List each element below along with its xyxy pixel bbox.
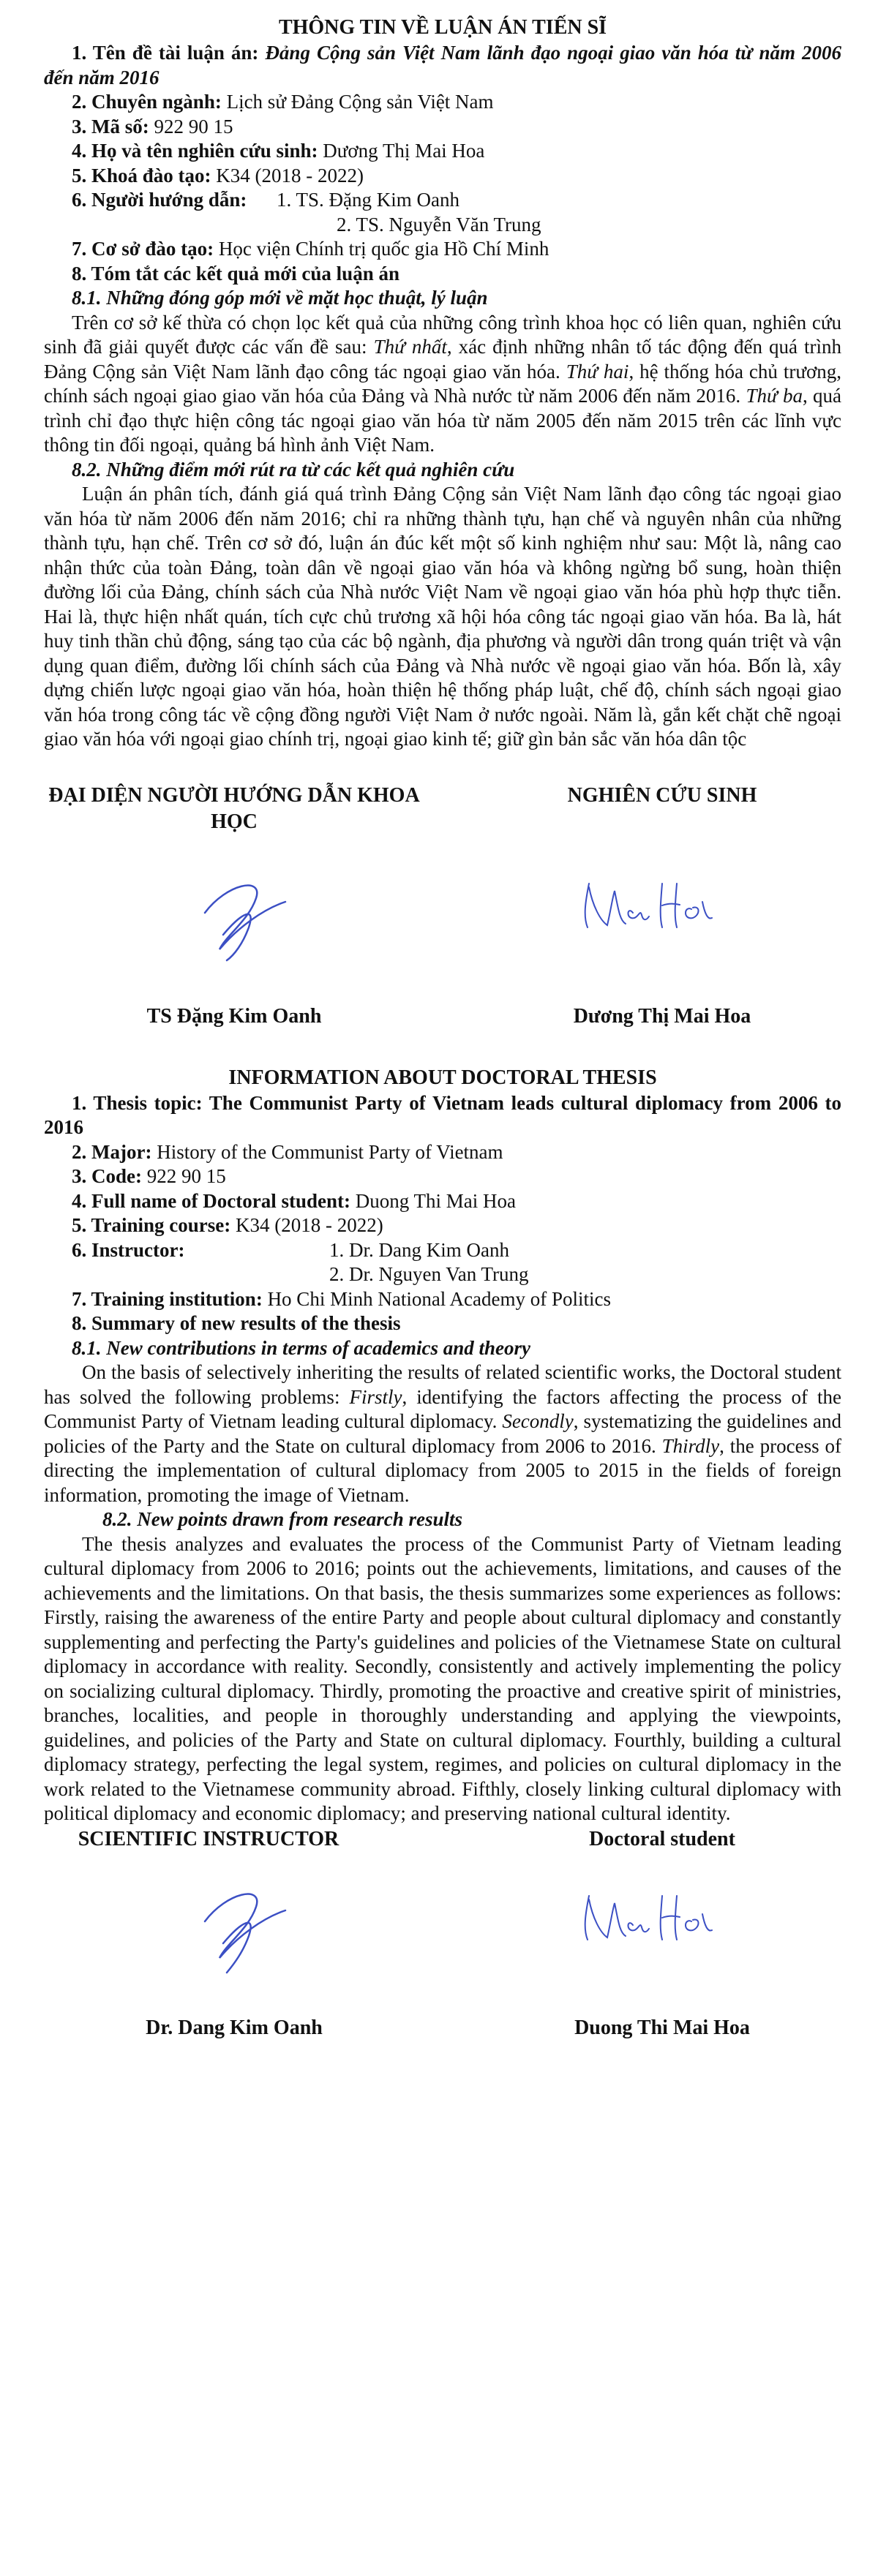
vn-s81-paragraph: [44, 311, 841, 458]
en-student-label: 4. Full name of Doctoral student:: [72, 1189, 350, 1212]
en-institution-label: 7. Training institution:: [72, 1287, 263, 1310]
en-s81-text-4: , the process of directing the implementation of cultural diplomacy from 2005 to 2015 in the fields of foreign information, promoting the image of Vietnam.: [44, 1434, 842, 1506]
vn-left-signature: [198, 869, 293, 964]
en-title: INFORMATION ABOUT DOCTORAL THESIS: [228, 1066, 657, 1089]
vn-sig-left-name: TS Đặng Kim Oanh: [146, 1004, 322, 1028]
en-summary-heading: 8. Summary of new results of the thesis: [72, 1312, 401, 1334]
en-major: [44, 1140, 841, 1165]
en-sig-right-name: Duong Thi Mai Hoa: [574, 2016, 750, 2039]
en-sig-right-title: Doctoral student: [589, 1827, 735, 1850]
vn-student: [44, 139, 841, 164]
vn-s82-paragraph: Luận án phân tích, đánh giá quá trình Đảng Cộng sản Việt Nam lãnh đạo công tác ngoại giao văn hóa từ năm 2006 đến năm 2016; chỉ ra những thành tựu, hạn chế và nguyên nhân của những thành tựu, hạn chế. Trên cơ sở đó, luận án đúc kết một số kinh nghiệm như sau: Một là, nâng cao nhận thức của toàn Đảng, toàn dân về ngoại giao văn hóa và không ngừng bổ sung, hoàn thiện đường lối của Đảng, chính sách của Nhà nước Việt Nam về ngoại giao văn hóa phù hợp thực tiễn. Hai là, thực hiện nhất quán, tích cực chủ trương xã hội hóa công tác ngoại giao văn hóa. Ba là, hát huy tinh thần chủ động, sáng tạo của các bộ ngành, địa phương và người dân trong quán triệt và vận dụng quan điểm, đường lối chính sách của Đảng và Nhà nước về ngoại giao văn hóa. Bốn là, xây dựng chiến lược ngoại giao văn hóa, hoàn thiện hệ thống pháp luật, chế độ, chính sách ngoại giao văn hóa trong công tác về cộng đồng người Việt Nam ở nước ngoài. Năm là, gắn kết chặt chẽ ngoại giao văn hóa với ngoại giao chính trị, ngoại giao kinh tế; giữ gìn bản sắc văn hóa dân tộc: [44, 483, 841, 750]
vn-s81-text-3: , hệ thống hóa chủ trương, chính sách ngoại giao giao văn hóa của Đảng và Nhà nước từ năm 2006 đến năm 2016.: [44, 360, 842, 407]
vn-instructor-row-1: [44, 188, 841, 213]
vn-course-label: 5. Khoá đào tạo:: [72, 164, 211, 187]
en-s82-heading: 8.2. New points drawn from research results: [102, 1508, 463, 1530]
vn-student-value: Dương Thị Mai Hoa: [323, 140, 485, 162]
en-s81-first: Firstly: [349, 1385, 402, 1408]
vn-title: THÔNG TIN VỀ LUẬN ÁN TIẾN SĨ: [278, 16, 607, 39]
vn-major-value: Lịch sử Đảng Cộng sản Việt Nam: [226, 91, 494, 113]
en-sig-left-name: Dr. Dang Kim Oanh: [146, 2016, 323, 2039]
document-page: [44, 15, 841, 2053]
en-course: [44, 1213, 841, 1238]
vn-s81-text-4: , quá trình chỉ đạo thực hiện công tác ngoại giao văn hóa từ năm 2005 đến năm 2015 trên các lĩnh vực thông tin đối ngoại, quảng bá hình ảnh Việt Nam.: [44, 385, 841, 456]
en-s81-text-2: , identifying the factors affecting the process of the Communist Party of Vietnam leading cultural diplomacy.: [44, 1385, 842, 1432]
vn-code-value: 922 90 15: [154, 115, 233, 138]
en-instructor-row-1: [44, 1238, 841, 1263]
en-instructor-2: 2. Dr. Nguyen Van Trung: [329, 1263, 529, 1285]
en-major-label: 2. Major:: [72, 1140, 152, 1163]
en-code-value: 922 90 15: [146, 1165, 226, 1187]
en-course-label: 5. Training course:: [72, 1214, 231, 1236]
vn-sig-left-title: ĐẠI DIỆN NGƯỜI HƯỚNG DẪN KHOA HỌC: [48, 783, 420, 833]
en-left-signature: [198, 1878, 293, 1980]
vn-instructor-1: 1. TS. Đặng Kim Oanh: [277, 189, 459, 211]
en-code-label: 3. Code:: [72, 1165, 142, 1187]
en-s81-third: Thirdly: [661, 1434, 720, 1457]
en-institution-value: Ho Chi Minh National Academy of Politics: [267, 1287, 612, 1310]
vn-s81-second: Thứ hai: [566, 360, 629, 383]
en-s81-paragraph: [44, 1360, 841, 1507]
en-s81-text-3: , systematizing the guidelines and policies of the Party and the State on cultural diplomacy from 2006 to 2016.: [44, 1410, 841, 1457]
vn-sig-right-name: Dương Thị Mai Hoa: [573, 1004, 751, 1028]
vn-code-label: 3. Mã số:: [72, 115, 149, 138]
vn-institution: [44, 237, 841, 262]
vn-institution-value: Học viện Chính trị quốc gia Hồ Chí Minh: [218, 238, 549, 260]
en-student-value: Duong Thi Mai Hoa: [355, 1189, 516, 1212]
en-institution: [44, 1287, 841, 1312]
vn-sig-right-title: NGHIÊN CỨU SINH: [567, 783, 757, 807]
vn-code: [44, 115, 841, 140]
vn-topic-label: 1. Tên đề tài luận án:: [72, 42, 259, 64]
vn-course-value: K34 (2018 - 2022): [216, 164, 364, 187]
vn-instructor-row-2: [44, 213, 841, 238]
vn-s81-first: Thứ nhất: [373, 336, 447, 358]
en-instructor-1: 1. Dr. Dang Kim Oanh: [329, 1238, 509, 1261]
vn-summary-heading: 8. Tóm tắt các kết quả mới của luận án: [72, 262, 399, 285]
en-s81-second: Secondly: [502, 1410, 574, 1432]
vn-right-signature: [574, 873, 713, 938]
en-s81-text-1: On the basis of selectively inheriting the results of related scientific works, the Doctoral student has solved the following problems:: [44, 1361, 841, 1408]
vn-major-label: 2. Chuyên ngành:: [72, 91, 222, 113]
en-s82-paragraph: The thesis analyzes and evaluates the process of the Communist Party of Vietnam leading cultural diplomacy from 2006 to 2016; points out the achievements, limitations, and causes of the achievements and the limitations. On that basis, the thesis summarizes some experiences as follows: Firstly, raising the awareness of the entire Party and people about cultural diplomacy and constantly supplementing and perfecting the Party's guidelines and policies of the Vietnamese State on cultural diplomacy in accordance with reality. Secondly, consistently and actively implementing the policy on socializing cultural diplomacy. Thirdly, promoting the proactive and creative spirit of ministries, branches, localities, and people in thoroughly understanding and applying the viewpoints, guidelines, and policies of the Party and State on cultural diplomacy. Fourthly, building a cultural diplomacy strategy, perfecting the legal system, regimes, and policies on cultural diplomacy in the work related to the Vietnamese community abroad. Fifthly, closely linking cultural diplomacy with political diplomacy and economic diplomacy; and preserving national cultural identity.: [44, 1532, 841, 1824]
en-right-signature: [574, 1885, 713, 1951]
vn-s82-heading: 8.2. Những điểm mới rút ra từ các kết quả nghiên cứu: [72, 458, 515, 481]
en-instructor-row-2: [44, 1262, 841, 1287]
vn-instructor-2: 2. TS. Nguyễn Văn Trung: [337, 213, 541, 236]
vn-signature-block: [44, 752, 841, 1044]
en-signature-block: [44, 1826, 841, 2053]
en-instructor-label: 6. Instructor:: [72, 1238, 185, 1261]
vn-topic: [44, 41, 841, 90]
english-section: [44, 1065, 841, 2053]
vn-student-label: 4. Họ và tên nghiên cứu sinh:: [72, 140, 318, 162]
vn-course: [44, 164, 841, 189]
en-major-value: History of the Communist Party of Vietnam: [157, 1140, 503, 1163]
vn-s81-third: Thứ ba: [746, 385, 803, 407]
vn-s81-text-2: , xác định những nhân tố tác động đến quá trình Đảng Cộng sản Việt Nam lãnh đạo công tác ngoại giao văn hóa.: [44, 336, 841, 383]
vn-institution-label: 7. Cơ sở đào tạo:: [72, 238, 214, 260]
en-student: [44, 1189, 841, 1214]
vietnamese-section: [44, 15, 841, 1044]
en-topic: 1. Thesis topic: The Communist Party of Vietnam leads cultural diplomacy from 2006 to 2016: [44, 1091, 841, 1138]
vn-s81-heading: 8.1. Những đóng góp mới về mặt học thuật, lý luận: [72, 287, 488, 309]
en-code: [44, 1164, 841, 1189]
vn-instructor-label: 6. Người hướng dẫn:: [72, 189, 247, 211]
en-course-value: K34 (2018 - 2022): [236, 1214, 383, 1236]
en-sig-left-title: SCIENTIFIC INSTRUCTOR: [78, 1827, 339, 1850]
en-s81-heading: 8.1. New contributions in terms of academics and theory: [72, 1336, 531, 1359]
vn-major: [44, 90, 841, 115]
vn-s81-text-1: Trên cơ sở kế thừa có chọn lọc kết quả của những công trình khoa học có liên quan, nghiên cứu sinh đã giải quyết được các vấn đề sau:: [44, 311, 841, 358]
vn-topic-value: Đảng Cộng sản Việt Nam lãnh đạo ngoại giao văn hóa từ năm 2006 đến năm 2016: [44, 42, 842, 88]
